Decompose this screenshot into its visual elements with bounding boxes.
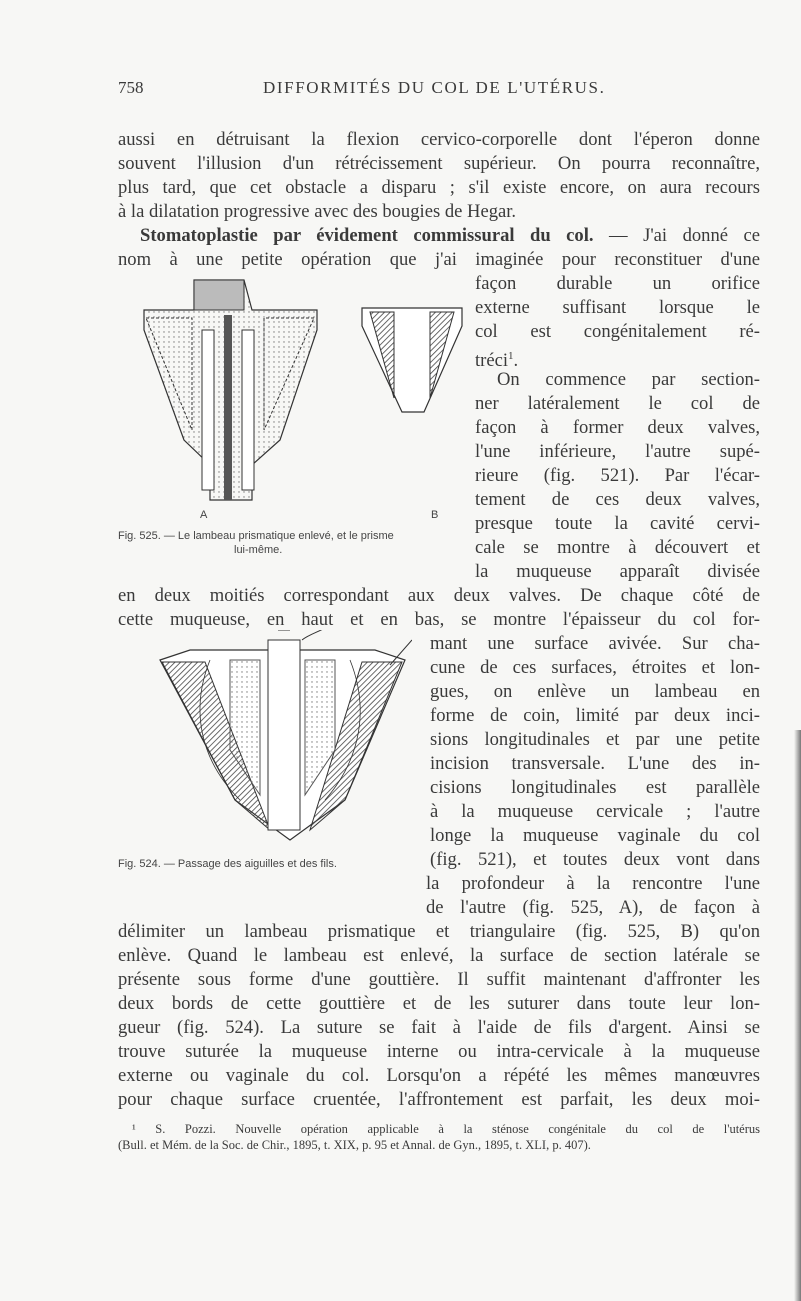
text-line: mant une surface avivée. Sur cha- — [430, 633, 760, 654]
figure-label-a: A — [200, 509, 208, 521]
figure-label-b: B — [431, 509, 439, 521]
text-line: enlève. Quand le lambeau est enlevé, la surface de section latérale se — [118, 945, 760, 966]
figure-524-illustration — [150, 630, 412, 848]
text-line: presque toute la cavité cervi- — [475, 513, 760, 534]
text-fragment: tréci — [475, 350, 509, 372]
figure-525-caption-cont: lui-même. — [234, 544, 283, 556]
text-line: col est congénitalement ré- — [475, 321, 760, 342]
text-line: la muqueuse apparaît divisée — [475, 561, 760, 582]
text-line: ner latéralement le col de — [475, 393, 760, 414]
text-line: de l'autre (fig. 525, A), de façon à — [426, 897, 760, 918]
text-line: l'une inférieure, l'autre supé- — [475, 441, 760, 462]
running-title: DIFFORMITÉS DU COL DE L'UTÉRUS. — [263, 78, 606, 97]
page-edge-shadow — [794, 730, 801, 1301]
text-line: délimiter un lambeau prismatique et triangulaire (fig. 525, B) qu'on — [118, 921, 760, 942]
text-line: externe ou vaginale du col. Lorsqu'on a répété les mêmes manœuvres — [118, 1065, 760, 1086]
text-line: en deux moitiés correspondant aux deux valves. De chaque côté de — [118, 585, 760, 606]
figure-525-b — [362, 308, 462, 412]
text-line: On commence par section- — [497, 369, 760, 390]
text-line: externe suffisant lorsque le — [475, 297, 760, 318]
text-line: cette muqueuse, en haut et en bas, se montre l'épaisseur du col for- — [118, 609, 760, 630]
text-line: aussi en détruisant la flexion cervico-corporelle dont l'éperon donne — [118, 129, 760, 150]
text-line: trouve suturée la muqueuse interne ou intra-cervicale à la muqueuse — [118, 1041, 760, 1062]
text-line: présente sous forme d'une gouttière. Il suffit maintenant d'affronter les — [118, 969, 760, 990]
text-line: nom à une petite opération que j'ai imaginée pour reconstituer d'une — [118, 249, 760, 270]
page-header — [118, 78, 758, 108]
text-line: à la dilatation progressive avec des bougies de Hegar. — [118, 201, 517, 222]
text-line: longe la muqueuse vaginale du col — [430, 825, 760, 846]
footnote-marker: 1 — [508, 350, 514, 362]
text-line: rieure (fig. 521). Par l'écar- — [475, 465, 760, 486]
text-line: (fig. 521), et toutes deux vont dans — [430, 849, 760, 870]
text-line: façon durable un orifice — [475, 273, 760, 294]
figure-524 — [160, 630, 412, 840]
section-heading-rest: — J'ai donné ce — [593, 225, 760, 246]
figure-525-caption: Fig. 525. — Le lambeau prismatique enlevé, et le prisme — [118, 530, 394, 542]
footnote-line: ¹ S. Pozzi. Nouvelle opération applicable à la sténose congénitale du col de l'utérus — [132, 1122, 760, 1136]
text-line: gues, on enlève un lambeau en — [430, 681, 760, 702]
text-line: cisions longitudinales est parallèle — [430, 777, 760, 798]
text-line: plus tard, que cet obstacle a disparu ; s'il existe encore, on aura recours — [118, 177, 760, 198]
figure-524-caption: Fig. 524. — Passage des aiguilles et des fils. — [118, 858, 337, 870]
page-number: 758 — [118, 78, 144, 97]
text-line: gueur (fig. 524). La suture se fait à l'aide de fils d'argent. Ainsi se — [118, 1017, 760, 1038]
text-line: tréci$^1$. — [475, 350, 519, 372]
figure-525-illustration — [132, 270, 467, 502]
text-line: à la muqueuse cervicale ; l'autre — [430, 801, 760, 822]
text-line: la profondeur à la rencontre l'une — [426, 873, 760, 894]
text-line: sions longitudinales et par une petite — [430, 729, 760, 750]
text-line: tement de ces deux valves, — [475, 489, 760, 510]
section-heading: Stomatoplastie par évidement commissural du col. — [140, 225, 594, 246]
text-line: façon à former deux valves, — [475, 417, 760, 438]
text-line: souvent l'illusion d'un rétrécissement supérieur. On pourra reconnaître, — [118, 153, 760, 174]
text-line: pour chaque surface cruentée, l'affrontement est parfait, les deux moi- — [118, 1089, 760, 1110]
text-line: forme de coin, limité par deux inci- — [430, 705, 760, 726]
text-line: deux bords de cette gouttière et de les suturer dans toute leur lon- — [118, 993, 760, 1014]
footnote-line: (Bull. et Mém. de la Soc. de Chir., 1895, t. XIX, p. 95 et Annal. de Gyn., 1895, t. XLI, p. 407). — [118, 1138, 591, 1152]
figure-525-a — [144, 280, 317, 500]
text-line: cune de ces surfaces, étroites et lon- — [430, 657, 760, 678]
section-heading-line — [140, 224, 760, 248]
text-line: cale se montre à découvert et — [475, 537, 760, 558]
text-line: incision transversale. L'une des in- — [430, 753, 760, 774]
